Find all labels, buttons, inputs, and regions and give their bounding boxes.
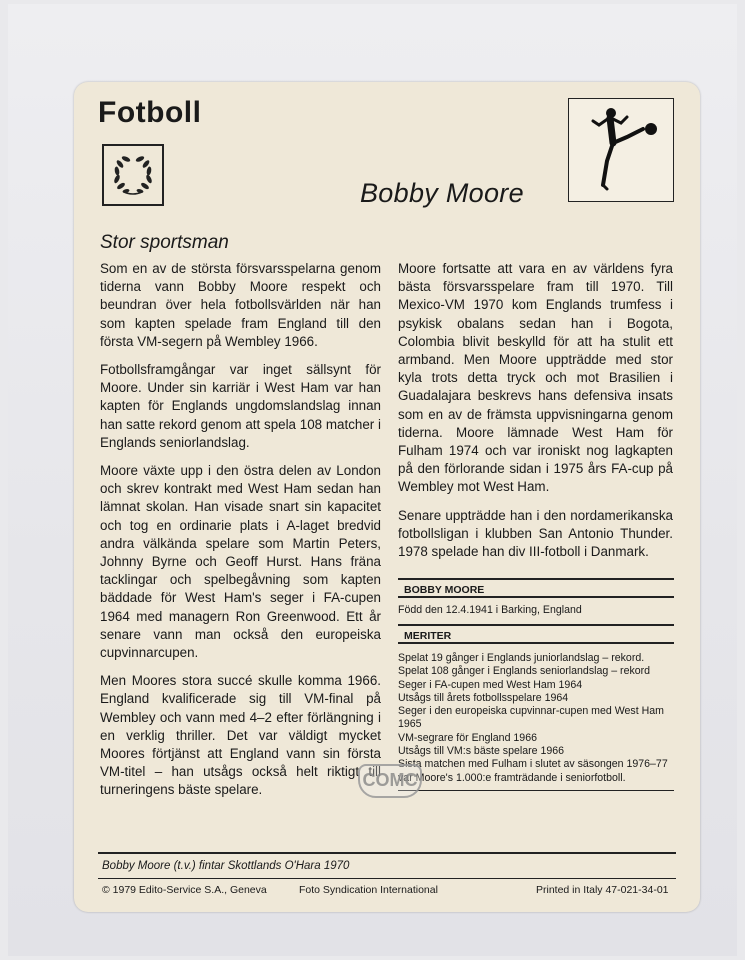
body-paragraph: Moore fortsatte att vara en av världens fyra bästa försvarsspelare fram till 1970. Till Mexico-VM 1970 kom Englands trumfess i psykisk obalans sedan han i Bogota, Colombia blivit beskylld för att ha stulit ett armband. Men Moore uppträdde med stor kyla trots detta tryck och mot Brasilien i Guadalajara beskrevs hans defensiva insats som en av de främsta uppvisningarna genom tiderna. Moore lämnade West Ham för Fulham 1974 och var ironiskt nog lagkapten på den förlorande sidan i 1975 års FA-cup på Wembley mot West Ham. [398,261,673,495]
bio-label: BOBBY MOORE [398,578,674,598]
merits-bottom-rule [398,790,674,791]
print-info: Printed in Italy 47-021-34-01 [536,884,669,896]
footballer-icon [568,98,674,202]
merit-item: Spelat 108 gånger i Englands seniorlandslag – rekord [398,665,651,678]
merit-item: Utsågs till årets fotbollsspelare 1964 [398,691,569,704]
copyright-text: © 1979 Edito-Service S.A., Geneva [102,884,267,896]
merit-item: Sista matchen med Fulham i slutet av säsongen 1976–77 [398,758,668,771]
left-column [100,260,381,810]
merit-item: 1965 [398,718,422,731]
merit-item: Seger i FA-cupen med West Ham 1964 [398,678,583,691]
body-paragraph: Fotbollsframgångar var inget sällsynt för Moore. Under sin karriär i West Ham var han kapten för Englands ungdomslandslag innan han satte rekord genom att spela 108 matcher i Englands seniorlandslag. [100,362,381,450]
sport-title: Fotboll [98,96,202,129]
footer-divider [98,878,676,879]
merit-item: Utsågs till VM:s bäste spelare 1966 [398,745,565,758]
merit-item: VM-segrare för England 1966 [398,731,537,744]
birth-info: Född den 12.4.1941 i Barking, England [398,604,582,616]
merit-item: var Moore's 1.000:e framträdande i seniorfotboll. [398,771,626,784]
section-heading: Stor sportsman [100,232,229,253]
body-paragraph: Men Moores stora succé skulle komma 1966. England kvalificerade sig till VM-final på Wembley och vann med 4–2 efter förlängning i en verklig thriller. Det var väldigt mycket Moores förtjänst att England vann sin första VM-titel – han utsågs också helt riktigt till turneringens bäste spelare. [100,673,381,798]
player-name: Bobby Moore [360,178,524,208]
laurel-wreath-icon [102,144,164,206]
merits-list [398,652,678,785]
trading-card [74,82,700,912]
body-paragraph: Senare uppträdde han i den nordamerikanska fotbollsligan i klubben San Antonio Thunder. 1978 spelade han div III-fotboll i Danmark. [398,507,673,560]
body-paragraph: Som en av de största försvarsspelarna genom tiderna vann Bobby Moore respekt och beundran över hela fotbollsvärlden när han som kapten spelade fram England till den första VM-segern på Wembley 1966. [100,261,381,349]
right-column [398,260,673,571]
photo-credit: Foto Syndication International [299,884,438,896]
merit-item: Spelat 19 gånger i Englands juniorlandslag – rekord. [398,652,645,664]
comc-watermark: COMC [358,764,422,798]
caption-divider [98,852,676,854]
merit-item: Seger i den europeiska cupvinnar-cupen med West Ham [398,705,664,718]
merits-label: MERITER [398,624,674,644]
body-paragraph: Moore växte upp i den östra delen av London och skrev kontrakt med West Ham sedan han lämnat skolan. Han visade snart sin kapacitet och tog en ordinarie plats i A-laget bredvid andra välkända spelare som Martin Peters, Johnny Byrne och Geoff Hurst. Hans fräna tacklingar och spelbegåvning som kapten bäddade för West Ham's seger i FA-cupen 1964 med managern Ron Greenwood. Ett år senare vann man också den europeiska cupvinnarcupen. [100,463,381,661]
photo-caption: Bobby Moore (t.v.) fintar Skottlands O'Hara 1970 [102,860,350,872]
